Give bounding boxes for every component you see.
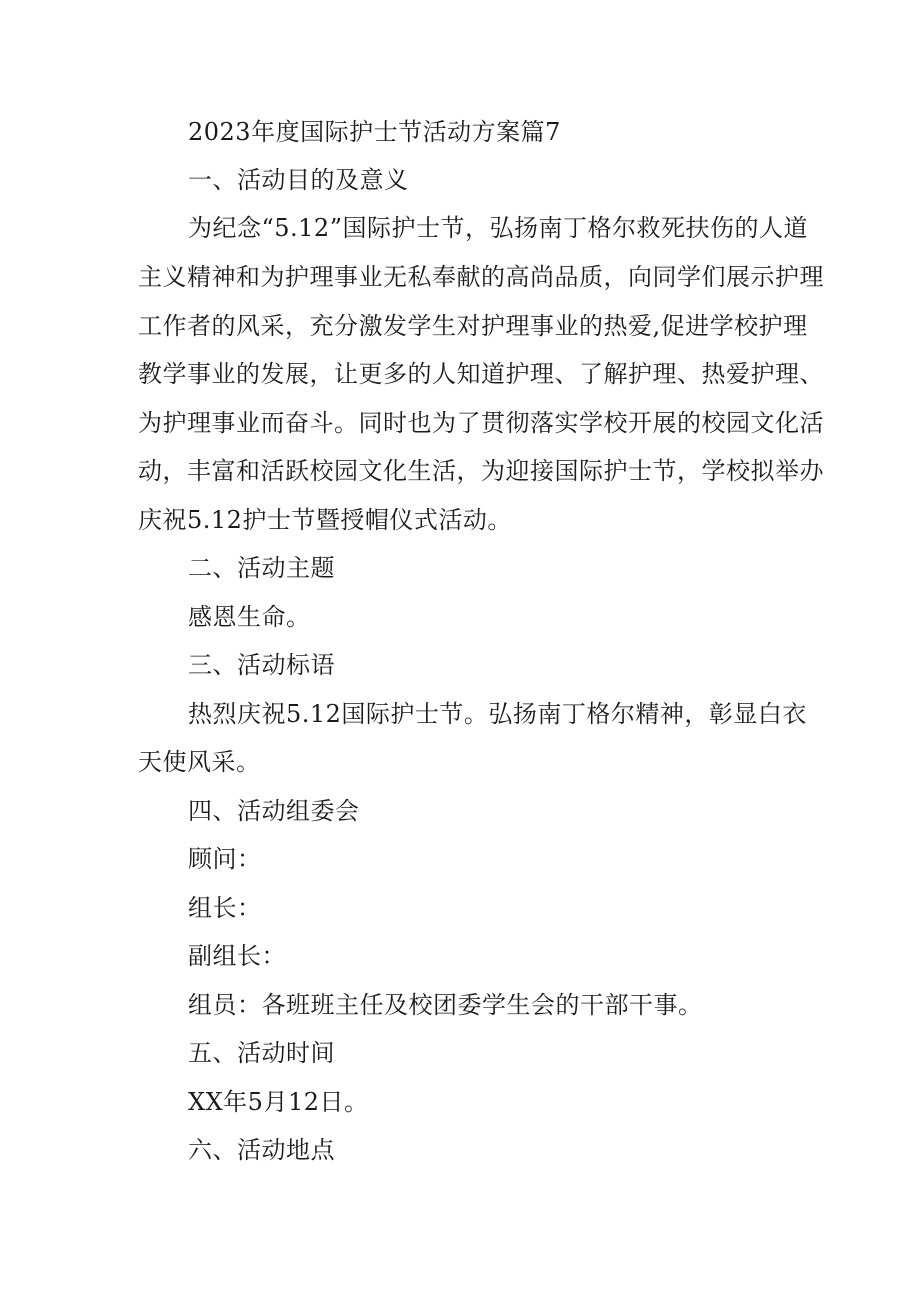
section-heading-slogan: 三、活动标语	[188, 651, 335, 679]
committee-item-members: 组员：各班班主任及校团委学生会的干部干事。	[188, 991, 703, 1019]
paragraph-line: 动，丰富和活跃校园文化生活，为迎接国际护士节，学校拟举办	[138, 457, 824, 485]
paragraph-line: 庆祝5.12护士节暨授帽仪式活动。	[138, 506, 512, 534]
paragraph-line: 热烈庆祝5.12国际护士节。弘扬南丁格尔精神，彰显白衣	[188, 700, 807, 728]
committee-item-advisor: 顾问：	[188, 845, 262, 873]
paragraph-line: XX年5月12日。	[188, 1088, 369, 1116]
paragraph-line: 为纪念“5.12”国际护士节，弘扬南丁格尔救死扶伤的人道	[188, 214, 808, 242]
paragraph-line: 天使风采。	[138, 748, 261, 776]
section-heading-purpose: 一、活动目的及意义	[188, 166, 409, 194]
paragraph-line: 为护理事业而奋斗。同时也为了贯彻落实学校开展的校园文化活	[138, 409, 824, 437]
document-title: 2023年度国际护士节活动方案篇7	[188, 118, 561, 146]
paragraph-line: 工作者的风采，充分激发学生对护理事业的热爱,促进学校护理	[138, 312, 808, 340]
committee-item-deputy-leader: 副组长：	[188, 942, 286, 970]
section-heading-committee: 四、活动组委会	[188, 797, 360, 825]
committee-item-leader: 组长：	[188, 894, 262, 922]
section-heading-location: 六、活动地点	[188, 1136, 335, 1164]
paragraph-line: 教学事业的发展，让更多的人知道护理、了解护理、热爱护理、	[138, 360, 824, 388]
section-heading-theme: 二、活动主题	[188, 554, 335, 582]
paragraph-line: 感恩生命。	[188, 603, 311, 631]
paragraph-line: 主义精神和为护理事业无私奉献的高尚品质，向同学们展示护理	[138, 263, 824, 291]
section-heading-time: 五、活动时间	[188, 1039, 335, 1067]
